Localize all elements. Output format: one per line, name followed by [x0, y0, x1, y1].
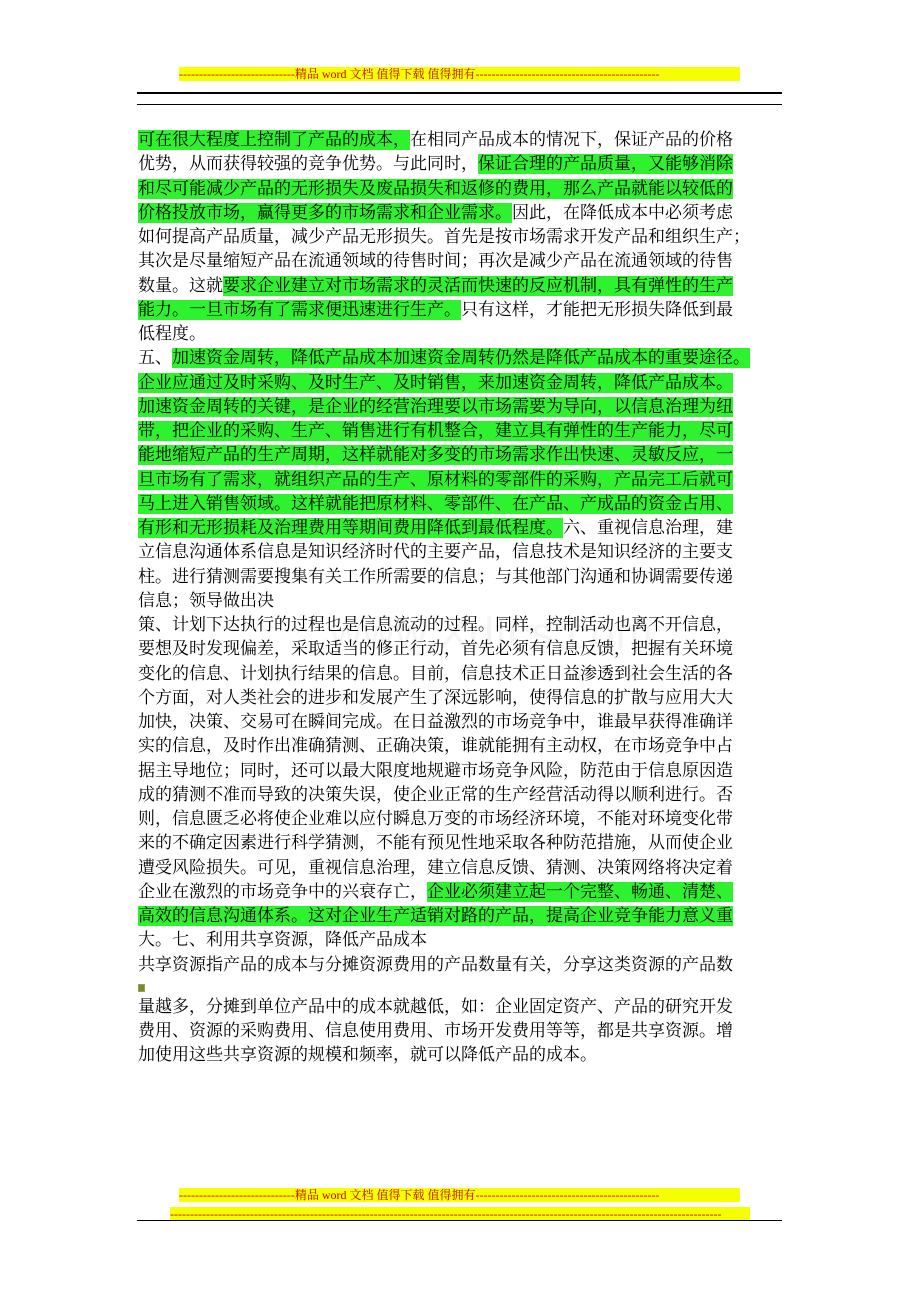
text-line: [138, 589, 783, 613]
text-line: [138, 807, 783, 831]
text-segment: 立信息沟通体系信息是知识经济时代的主要产品，信息技术是知识经济的主要支: [138, 542, 733, 563]
text-line: [138, 1019, 783, 1043]
text-segment: 实的信息，及时作出准确猜测、正确决策，谁就能拥有主动权，在市场竞争中占: [138, 736, 733, 757]
highlighted-text: 有形和无形损耗及治理费用等期间费用降低到最低程度。: [138, 518, 563, 538]
text-segment: 共享资源指产品的成本与分摊资源费用的产品数量有关，分享这类资源的产品数: [138, 954, 733, 975]
text-line: [138, 516, 783, 540]
text-line: [138, 880, 783, 904]
highlighted-text: 加速资金周转的关键，是企业的经营治理要以市场需要为导向，以信息治理为纽: [138, 396, 733, 417]
text-segment: 据主导地位；同时，还可以最大限度地规避市场竞争风险，防范由于信息原因造: [138, 760, 733, 781]
header-banner: -----------------------------精品 word 文档 值得下载 值得拥有----------------------------------------------: [179, 67, 740, 81]
text-line: [138, 1043, 783, 1067]
text-line: [138, 201, 783, 225]
image-placeholder-marker: [138, 984, 145, 992]
highlighted-text: 能力。一旦市场有了需求便迅速进行生产。: [138, 299, 461, 320]
text-line: [138, 662, 783, 686]
text-segment: 在相同产品成本的情况下，保证产品的价格: [410, 130, 733, 150]
header-rule-thick: [137, 92, 782, 94]
text-segment: 只有这样，才能把无形损失降低到最: [461, 299, 733, 320]
text-segment: 加使用这些共享资源的规模和频率，就可以降低产品的成本。: [138, 1045, 597, 1066]
text-segment: 大。七、利用共享资源，降低产品成本: [138, 930, 427, 951]
text-line: [138, 540, 783, 564]
text-segment: 费用、资源的采购费用、信息使用费用、市场开发费用等等，都是共享资源。增: [138, 1021, 733, 1041]
text-line: [138, 686, 783, 710]
text-line: [138, 443, 783, 467]
text-line: [138, 492, 783, 516]
highlighted-text: 能地缩短产品的生产周期，这样就能对多变的市场需求作出快速、灵敏反应，一: [138, 445, 733, 466]
text-segment: 其次是尽量缩短产品在流通领域的待售时间；再次是减少产品在流通领域的待售: [138, 251, 733, 272]
text-segment: 来的不确定因素进行科学猜测，不能有预见性地采取各种防范措施，从而使企业: [138, 833, 733, 854]
text-segment: 策、计划下达执行的过程也是信息流动的过程。同样，控制活动也离不开信息，: [138, 615, 733, 635]
text-line: [138, 856, 783, 880]
highlighted-text: 企业必须建立起一个完整、畅通、清楚、: [427, 881, 733, 902]
text-line: [138, 710, 783, 734]
text-segment: 优势，从而获得较强的竞争优势。与此同时，: [138, 154, 478, 175]
document-body: [138, 128, 783, 1068]
text-segment: 低程度。: [138, 324, 206, 344]
text-segment: 企业在激烈的市场竞争中的兴衰存亡，: [138, 881, 427, 902]
text-segment: 量越多，分摊到单位产品中的成本就越低，如：企业固定资产、产品的研究开发: [138, 996, 733, 1017]
text-line: [138, 274, 783, 298]
text-line: [138, 371, 783, 395]
text-line: [138, 322, 783, 346]
footer-banner: -----------------------------精品 word 文档 值得下载 值得拥有----------------------------------------------: [179, 1188, 740, 1202]
text-segment: 要想及时发现偏差，采取适当的修正行动，首先必须有信息反馈，把握有关环境: [138, 639, 733, 660]
highlighted-text: 可在很大程度上控制了产品的成本，: [138, 130, 410, 150]
highlighted-text: 高效的信息沟通体系。这对企业生产适销对路的产品，提高企业竞争能力意义重: [138, 906, 733, 926]
text-line: [138, 177, 783, 201]
highlighted-text: 和尽可能减少产品的无形损失及废品损失和返修的费用，那么产品就能以较低的: [138, 178, 733, 199]
text-segment: 六、重视信息治理，建: [563, 518, 733, 538]
text-segment: 变化的信息、计划执行结果的信息。目前，信息技术正日益渗透到社会生活的各: [138, 663, 733, 684]
highlighted-text: 企业应通过及时采购、及时生产、及时销售，来加速资金周转，降低产品成本。: [138, 372, 733, 393]
text-line: [138, 831, 783, 855]
highlighted-text: 保证合理的产品质量，又能够消除: [478, 154, 733, 175]
text-segment: 柱。进行猜测需要搜集有关工作所需要的信息；与其他部门沟通和协调需要传递: [138, 566, 733, 587]
text-segment: 个方面，对人类社会的进步和发展产生了深远影响，使得信息的扩散与应用大大: [138, 687, 733, 708]
text-segment: 如何提高产品质量，减少产品无形损失。首先是按市场需求开发产品和组织生产；: [138, 227, 750, 247]
footer-rule: [137, 1220, 782, 1221]
highlighted-text: 要求企业建立对市场需求的灵活而快速的反应机制，具有弹性的生产: [223, 275, 733, 296]
paragraph-gap: [138, 977, 783, 995]
text-line: [138, 565, 783, 589]
text-line: [138, 637, 783, 661]
highlighted-text: 马上进入销售领域。这样就能把原材料、零部件、在产品、产成品的资金占用、: [138, 493, 733, 514]
text-line: [138, 225, 783, 249]
text-line: [138, 298, 783, 322]
text-line: [138, 346, 783, 370]
text-line: [138, 734, 783, 758]
text-segment: 信息；领导做出决: [138, 590, 274, 611]
highlighted-text: 加速资金周转，降低产品成本加速资金周转仍然是降低产品成本的重要途径。: [172, 348, 750, 369]
text-line: [138, 419, 783, 443]
text-line: [138, 249, 783, 273]
text-line: [138, 468, 783, 492]
text-segment: 加快，决策、交易可在瞬间完成。在日益激烈的市场竞争中，谁最早获得准确详: [138, 712, 733, 732]
text-line: [138, 613, 783, 637]
highlighted-text: 旦市场有了需求，就组织产品的生产、原材料的零部件的采购，产品完工后就可: [138, 469, 733, 490]
text-segment: 则，信息匮乏必将使企业难以应付瞬息万变的市场经济环境，不能对环境变化带: [138, 809, 733, 829]
text-line: [138, 928, 783, 952]
text-line: [138, 953, 783, 977]
text-segment: 成的猜测不准而导致的决策失误，使企业正常的生产经营活动得以顺利进行。否: [138, 784, 733, 805]
text-line: [138, 783, 783, 807]
text-line: [138, 995, 783, 1019]
header-rule-thin: [137, 104, 782, 105]
footer-banner-dashes: ------------------------------------------------------------------------------------------------------------------------------------------: [170, 1207, 750, 1221]
text-line: [138, 904, 783, 928]
text-line: [138, 128, 783, 152]
text-line: [138, 759, 783, 783]
text-segment: 数量。这就: [138, 275, 223, 296]
text-line: [138, 152, 783, 176]
text-segment: 遭受风险损失。可见，重视信息治理，建立信息反馈、猜测、决策网络将决定着: [138, 857, 733, 878]
text-segment: 因此，在降低成本中必须考虑: [512, 202, 733, 223]
highlighted-text: 价格投放市场，赢得更多的市场需求和企业需求。: [138, 202, 512, 223]
text-segment: 五、: [138, 348, 172, 369]
highlighted-text: 带，把企业的采购、生产、销售进行有机整合，建立具有弹性的生产能力，尽可: [138, 421, 733, 441]
text-line: [138, 395, 783, 419]
